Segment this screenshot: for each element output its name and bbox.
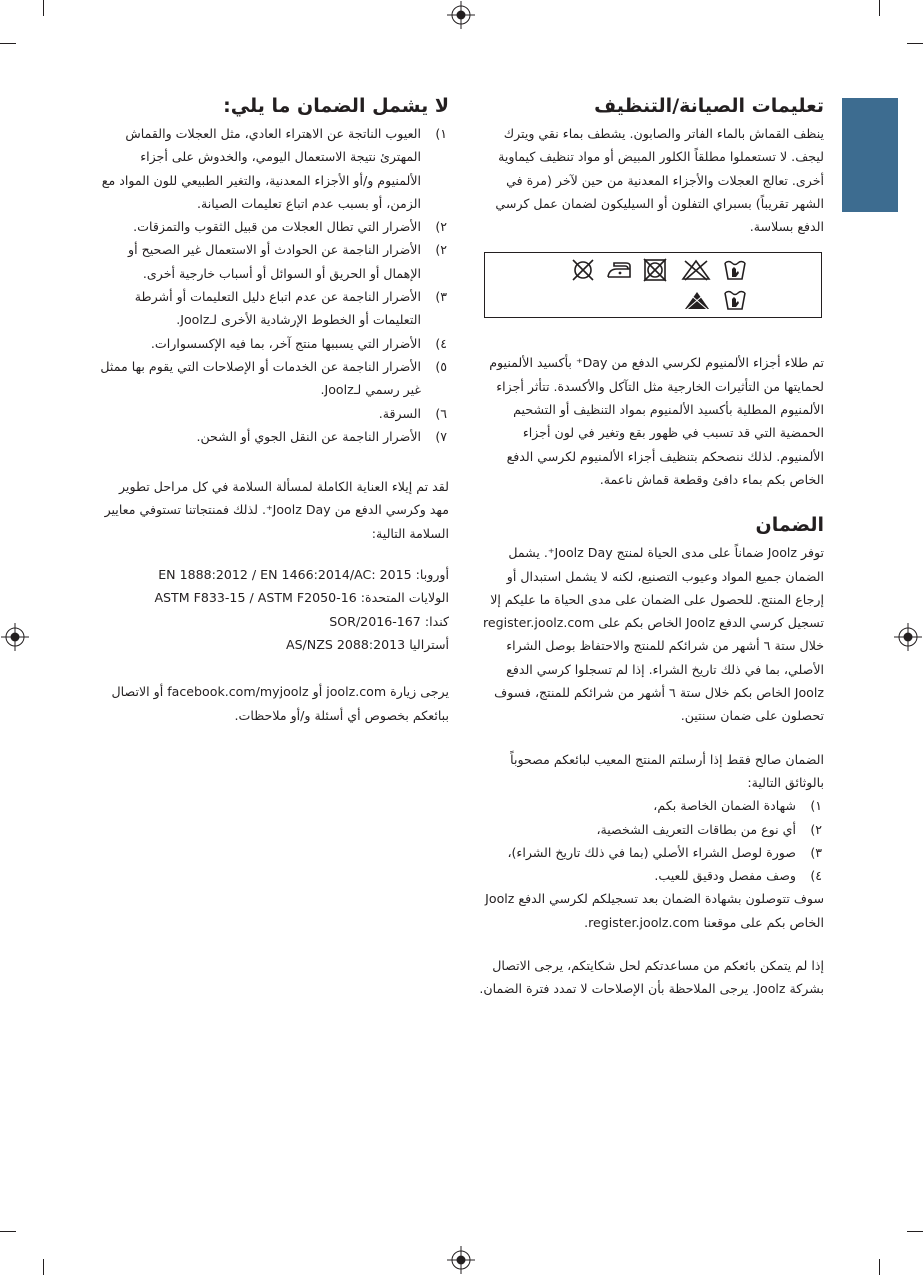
crop-mark bbox=[0, 1231, 16, 1232]
crop-mark bbox=[0, 43, 16, 44]
list-item: ٢) الأضرار الناجمة عن الحوادث أو الاستعمال غير الصحيح أو الإهمال أو الحريق أو السوائل أو أسباب خارجية أخرى. bbox=[128, 242, 447, 281]
aluminium-paragraph: تم طلاء أجزاء الألمنيوم لكرسي الدفع من Day⁺ بأكسيد الألمنيوم لحمايتها من التأثيرات الخارجية مثل التآكل والأكسدة. تتأثر أجزاء الألمنيوم المطلية بأكسيد الألمنيوم بمواد التنظيف أو التشحيم الحمضية التي قد تسبب في ظهور بقع وتغير في لون أجزاء الألمنيوم. لذلك ننصحكم بتنظيف أجزاء الألمنيوم لكرسي الدفع الخاص بكم بماء دافئ وقطعة قماش ناعمة. bbox=[489, 355, 824, 487]
no-dry-clean-icon bbox=[571, 258, 595, 282]
safety-intro: لقد تم إيلاء العناية الكاملة لمسألة السلامة في كل مراحل تطوير مهد وكرسي الدفع من Joolz Day⁺. لذلك فمنتجاتنا تستوفي معايير السلامة التالية: bbox=[104, 479, 449, 541]
warranty-valid-intro: الضمان صالح فقط إذا أرسلتم المنتج المعيب لبائعكم مصحوباً بالوثائق التالية: bbox=[510, 751, 824, 790]
section-tab bbox=[842, 98, 898, 212]
registration-mark-icon bbox=[446, 0, 476, 30]
warranty-documents-list bbox=[478, 794, 824, 887]
list-item: ١) شهادة الضمان الخاصة بكم، bbox=[653, 798, 822, 814]
warranty-dealer-text: إذا لم يتمكن بائعكم من مساعدتكم لحل شكايتكم، يرجى الاتصال بشركة Joolz. يرجى الملاحظة بأن الإصلاحات لا تمدد فترة الضمان. bbox=[479, 958, 824, 997]
no-bleach-icon bbox=[681, 259, 711, 281]
no-bleach-solid-icon bbox=[683, 290, 711, 310]
list-item: ٢) الأضرار التي تطال العجلات من قبيل الثقوب والتمزقات. bbox=[133, 219, 447, 235]
registration-mark-icon bbox=[893, 622, 923, 652]
list-item: ٣) صورة لوصل الشراء الأصلي (بما في ذلك تاريخ الشراء)، bbox=[507, 844, 822, 860]
standard-row: كندا: SOR/2016-167 bbox=[329, 613, 449, 629]
hand-wash-icon-2 bbox=[723, 289, 747, 311]
hand-wash-icon bbox=[723, 259, 747, 281]
warranty-title: الضمان bbox=[755, 514, 824, 537]
care-paragraph: ينظف القماش بالماء الفاتر والصابون. يشطف بماء نقي ويترك ليجف. لا تستعملوا مطلقاً الكلور المبيض أو مواد تنظيف كيماوية أخرى. تعالج العجلات والأجزاء المعدنية من حين لآخر (مرة في الشهر تقريباً) بسبراي التفلون أو السيليكون لضمان عمل كرسي الدفع بسلاسة. bbox=[495, 126, 824, 235]
crop-mark bbox=[907, 43, 923, 44]
care-title: تعليمات الصيانة/التنظيف bbox=[594, 95, 824, 117]
warranty-paragraph: توفر Joolz ضماناً على مدى الحياة لمنتج Joolz Day⁺. يشمل الضمان جميع المواد وعيوب التصنيع، لكنه لا يشمل استبدال أو إرجاع المنتج. للحصول على الضمان على مدى الحياة ما عليكم إلا تسجيل كرسي الدفع Joolz الخاص بكم على register.joolz.com خلال ستة ٦ أشهر من شرائكم للمنتج والاحتفاظ بوصل الشراء الأصلي، بما في ذلك تاريخ الشراء. إذا لم تسجلوا كرسي الدفع Joolz الخاص بكم خلال ستة ٦ أشهر من شرائكم للمنتج، فسوف تحصلون على ضمان سنتين. bbox=[482, 545, 824, 724]
list-item: ٦) السرقة. bbox=[378, 405, 447, 421]
no-tumble-dry-icon bbox=[643, 258, 667, 282]
crop-mark bbox=[907, 1231, 923, 1232]
list-item: ١) العيوب الناتجة عن الاهتراء العادي، مثل العجلات والقماش المهترئ نتيجة الاستعمال اليومي، والخدوش على أجزاء الألمنيوم و/أو الأجزاء المعدنية، والتغير الطبيعي للون المواد مع الزمن، أو بسبب عدم اتباع تعليمات الصيانة. bbox=[101, 126, 447, 211]
list-item: ٤) وصف مفصل ودقيق للعيب. bbox=[654, 868, 822, 884]
list-item: ٧) الأضرار الناجمة عن النقل الجوي أو الشحن. bbox=[196, 428, 447, 444]
care-warranty-column bbox=[478, 90, 824, 1001]
crop-mark bbox=[43, 1259, 44, 1275]
standard-row: أوروبا: EN 1888:2012 / EN 1466:2014/AC: 2015 bbox=[158, 567, 449, 583]
list-item: ٤) الأضرار التي يسببها منتج آخر، بما فيه الإكسسوارات. bbox=[150, 335, 447, 351]
care-symbols-box bbox=[484, 252, 822, 318]
list-item: ٣) الأضرار الناجمة عن عدم اتباع دليل التعليمات أو أشرطة التعليمات أو الخطوط الإرشادية الأخرى لـJoolz. bbox=[134, 289, 447, 328]
standard-row: الولايات المتحدة: ASTM F833-15 / ASTM F2050-16 bbox=[154, 590, 449, 606]
iron-low-icon bbox=[605, 260, 633, 280]
registration-mark-icon bbox=[446, 1245, 476, 1275]
exclusions-title: لا يشمل الضمان ما يلي: bbox=[223, 95, 449, 117]
safety-standards bbox=[97, 563, 449, 656]
standard-row: أستراليا AS/NZS 2088:2013 bbox=[285, 636, 449, 652]
crop-mark bbox=[879, 1259, 880, 1275]
crop-mark bbox=[43, 0, 44, 16]
crop-mark bbox=[879, 0, 880, 16]
warranty-certificate-text: سوف تتوصلون بشهادة الضمان بعد تسجيلكم لكرسي الدفع Joolz الخاص بكم على موقعنا register.joolz.com. bbox=[485, 891, 824, 930]
list-item: ٥) الأضرار الناجمة عن الخدمات أو الإصلاحات التي يقوم بها ممثل غير رسمي لـJoolz. bbox=[100, 358, 447, 398]
contact-text: يرجى زيارة joolz.com أو facebook.com/myjoolz أو الاتصال ببائعكم بخصوص أي أسئلة و/أو ملاحظات. bbox=[111, 684, 449, 723]
list-item: ٢) أي نوع من بطاقات التعريف الشخصية، bbox=[596, 821, 822, 837]
exclusions-list bbox=[97, 122, 449, 448]
exclusions-column bbox=[97, 90, 449, 727]
registration-mark-icon bbox=[0, 622, 30, 652]
